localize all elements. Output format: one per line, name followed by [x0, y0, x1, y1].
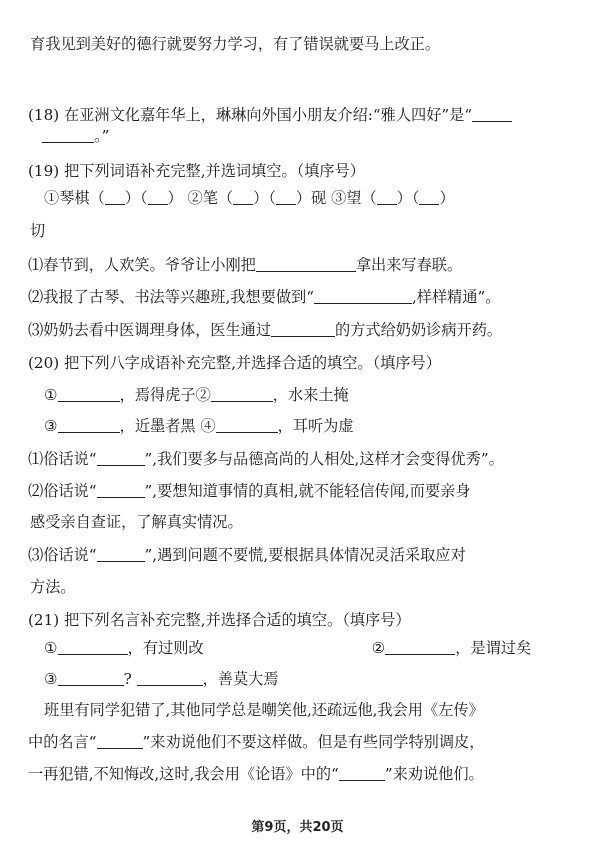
text-segment: (19) 把下列词语补充完整,并选词填空。（填序号） [28, 162, 365, 180]
text-line [28, 104, 512, 126]
text-segment: ，焉得虎子② [119, 386, 211, 404]
text-segment: ③ [44, 417, 58, 435]
text-segment: 。” [94, 127, 110, 145]
text-segment: ）（ [396, 189, 420, 207]
text-line [44, 668, 279, 690]
text-segment: ③ [44, 670, 58, 688]
text-segment: ”,遇到问题不要慌,要根据具体情况灵活采取应对 [144, 546, 466, 564]
page-footer: 第9页，共20页 [251, 820, 344, 835]
answer-blank[interactable] [137, 671, 203, 686]
answer-blank[interactable] [276, 190, 296, 205]
text-segment: 中的名言“ [28, 733, 97, 751]
text-line [44, 699, 484, 721]
answer-blank[interactable] [472, 107, 512, 122]
text-segment: (21) 把下列名言补充完整,并选择合适的填空。（填序号） [28, 611, 411, 629]
answer-blank[interactable] [419, 190, 439, 205]
answer-blank[interactable] [58, 418, 120, 433]
answer-blank[interactable] [314, 289, 412, 304]
text-line [28, 448, 504, 470]
text-segment: ⑶奶奶去看中医调理身体，医生通过 [28, 321, 271, 339]
text-line [30, 576, 76, 598]
answer-blank[interactable] [385, 640, 455, 655]
answer-blank[interactable] [97, 547, 145, 562]
answer-blank[interactable] [339, 766, 385, 781]
text-line [30, 220, 45, 242]
text-segment: (20) 把下列八字成语补充完整,并选择合适的填空。（填序号） [28, 354, 441, 372]
text-segment: 育我见到美好的德行就要努力学习，有了错误就要马上改正。 [30, 35, 441, 53]
text-segment: ”来劝说他们。 [384, 765, 484, 783]
text-line [28, 254, 462, 276]
text-segment: ，是谓过矣 [455, 639, 532, 657]
text-segment: ①琴棋（ [44, 189, 105, 207]
text-line [30, 33, 440, 55]
answer-blank[interactable] [211, 387, 273, 402]
text-line [44, 187, 455, 209]
answer-blank[interactable] [216, 418, 278, 433]
answer-blank[interactable] [256, 257, 356, 272]
text-segment: ）砚 ③望（ [295, 189, 377, 207]
text-segment: ? [123, 670, 137, 688]
text-segment: 感受亲自查证，了解真实情况。 [30, 513, 243, 531]
text-line [30, 511, 243, 533]
text-segment: ⑴俗话说“ [28, 450, 97, 468]
answer-blank[interactable] [58, 671, 124, 686]
answer-blank[interactable] [97, 734, 143, 749]
text-segment: ① [44, 386, 58, 404]
text-segment: ② [371, 639, 386, 657]
text-segment: ） ②笔（ [167, 189, 234, 207]
text-segment: ，近墨者黑 ④ [119, 417, 216, 435]
answer-blank[interactable] [42, 128, 94, 143]
answer-blank[interactable] [97, 483, 145, 498]
answer-blank[interactable] [105, 190, 125, 205]
text-segment: ）（ [253, 189, 276, 207]
text-line [28, 731, 484, 753]
text-segment: ⑵我报了古琴、书法等兴趣班,我想要做到“ [28, 288, 314, 306]
text-line [42, 125, 109, 147]
text-segment: ，水来土掩 [272, 386, 349, 404]
text-line [28, 763, 484, 785]
text-segment: ,样样精通”。 [411, 288, 501, 306]
text-segment: ”,要想知道事情的真相,就不能轻信传闻,而要亲身 [144, 482, 471, 500]
text-line [28, 609, 411, 631]
text-line [44, 415, 354, 437]
answer-blank[interactable] [233, 190, 253, 205]
text-segment: ① [44, 639, 58, 657]
answer-blank[interactable] [271, 322, 335, 337]
text-segment: ⑵俗话说“ [28, 482, 97, 500]
text-segment: ） [439, 189, 455, 207]
text-segment: ，有过则改 [127, 639, 204, 657]
text-segment: 班里有同学犯错了,其他同学总是嘲笑他,还疏远他,我会用《左传》 [44, 701, 484, 719]
text-segment: ”,我们要多与品德高尚的人相处,这样才会变得优秀”。 [144, 450, 504, 468]
answer-blank[interactable] [58, 387, 120, 402]
text-segment: ”来劝说他们不要这样做。但是有些同学特别调皮， [142, 733, 485, 751]
text-line [28, 352, 441, 374]
text-segment: 一再犯错,不知悔改,这时,我会用《论语》中的“ [28, 765, 339, 783]
text-segment: ，耳听为虚 [277, 417, 354, 435]
text-segment: 切 [30, 222, 46, 240]
answer-blank[interactable] [148, 190, 168, 205]
text-line [28, 480, 471, 502]
text-line [28, 160, 365, 182]
text-segment: ⑴春节到，人欢笑。爷爷让小刚把 [28, 256, 256, 274]
text-segment: ⑶俗话说“ [28, 546, 97, 564]
text-segment: ，善莫大焉 [202, 670, 279, 688]
text-segment: (18) 在亚洲文化嘉年华上，琳琳向外国小朋友介绍:“雅人四好”是“ [28, 106, 473, 124]
text-line [44, 384, 349, 406]
text-segment: 方法。 [30, 578, 76, 596]
text-line [44, 637, 531, 659]
answer-blank[interactable] [377, 190, 397, 205]
text-line [28, 286, 501, 308]
text-segment: ）（ [124, 189, 148, 207]
text-segment: 的方式给奶奶诊病开药。 [335, 321, 503, 339]
answer-blank[interactable] [97, 451, 145, 466]
text-line [28, 319, 502, 341]
text-segment: 拿出来写春联。 [355, 256, 463, 274]
answer-blank[interactable] [58, 640, 128, 655]
text-line [28, 544, 466, 566]
